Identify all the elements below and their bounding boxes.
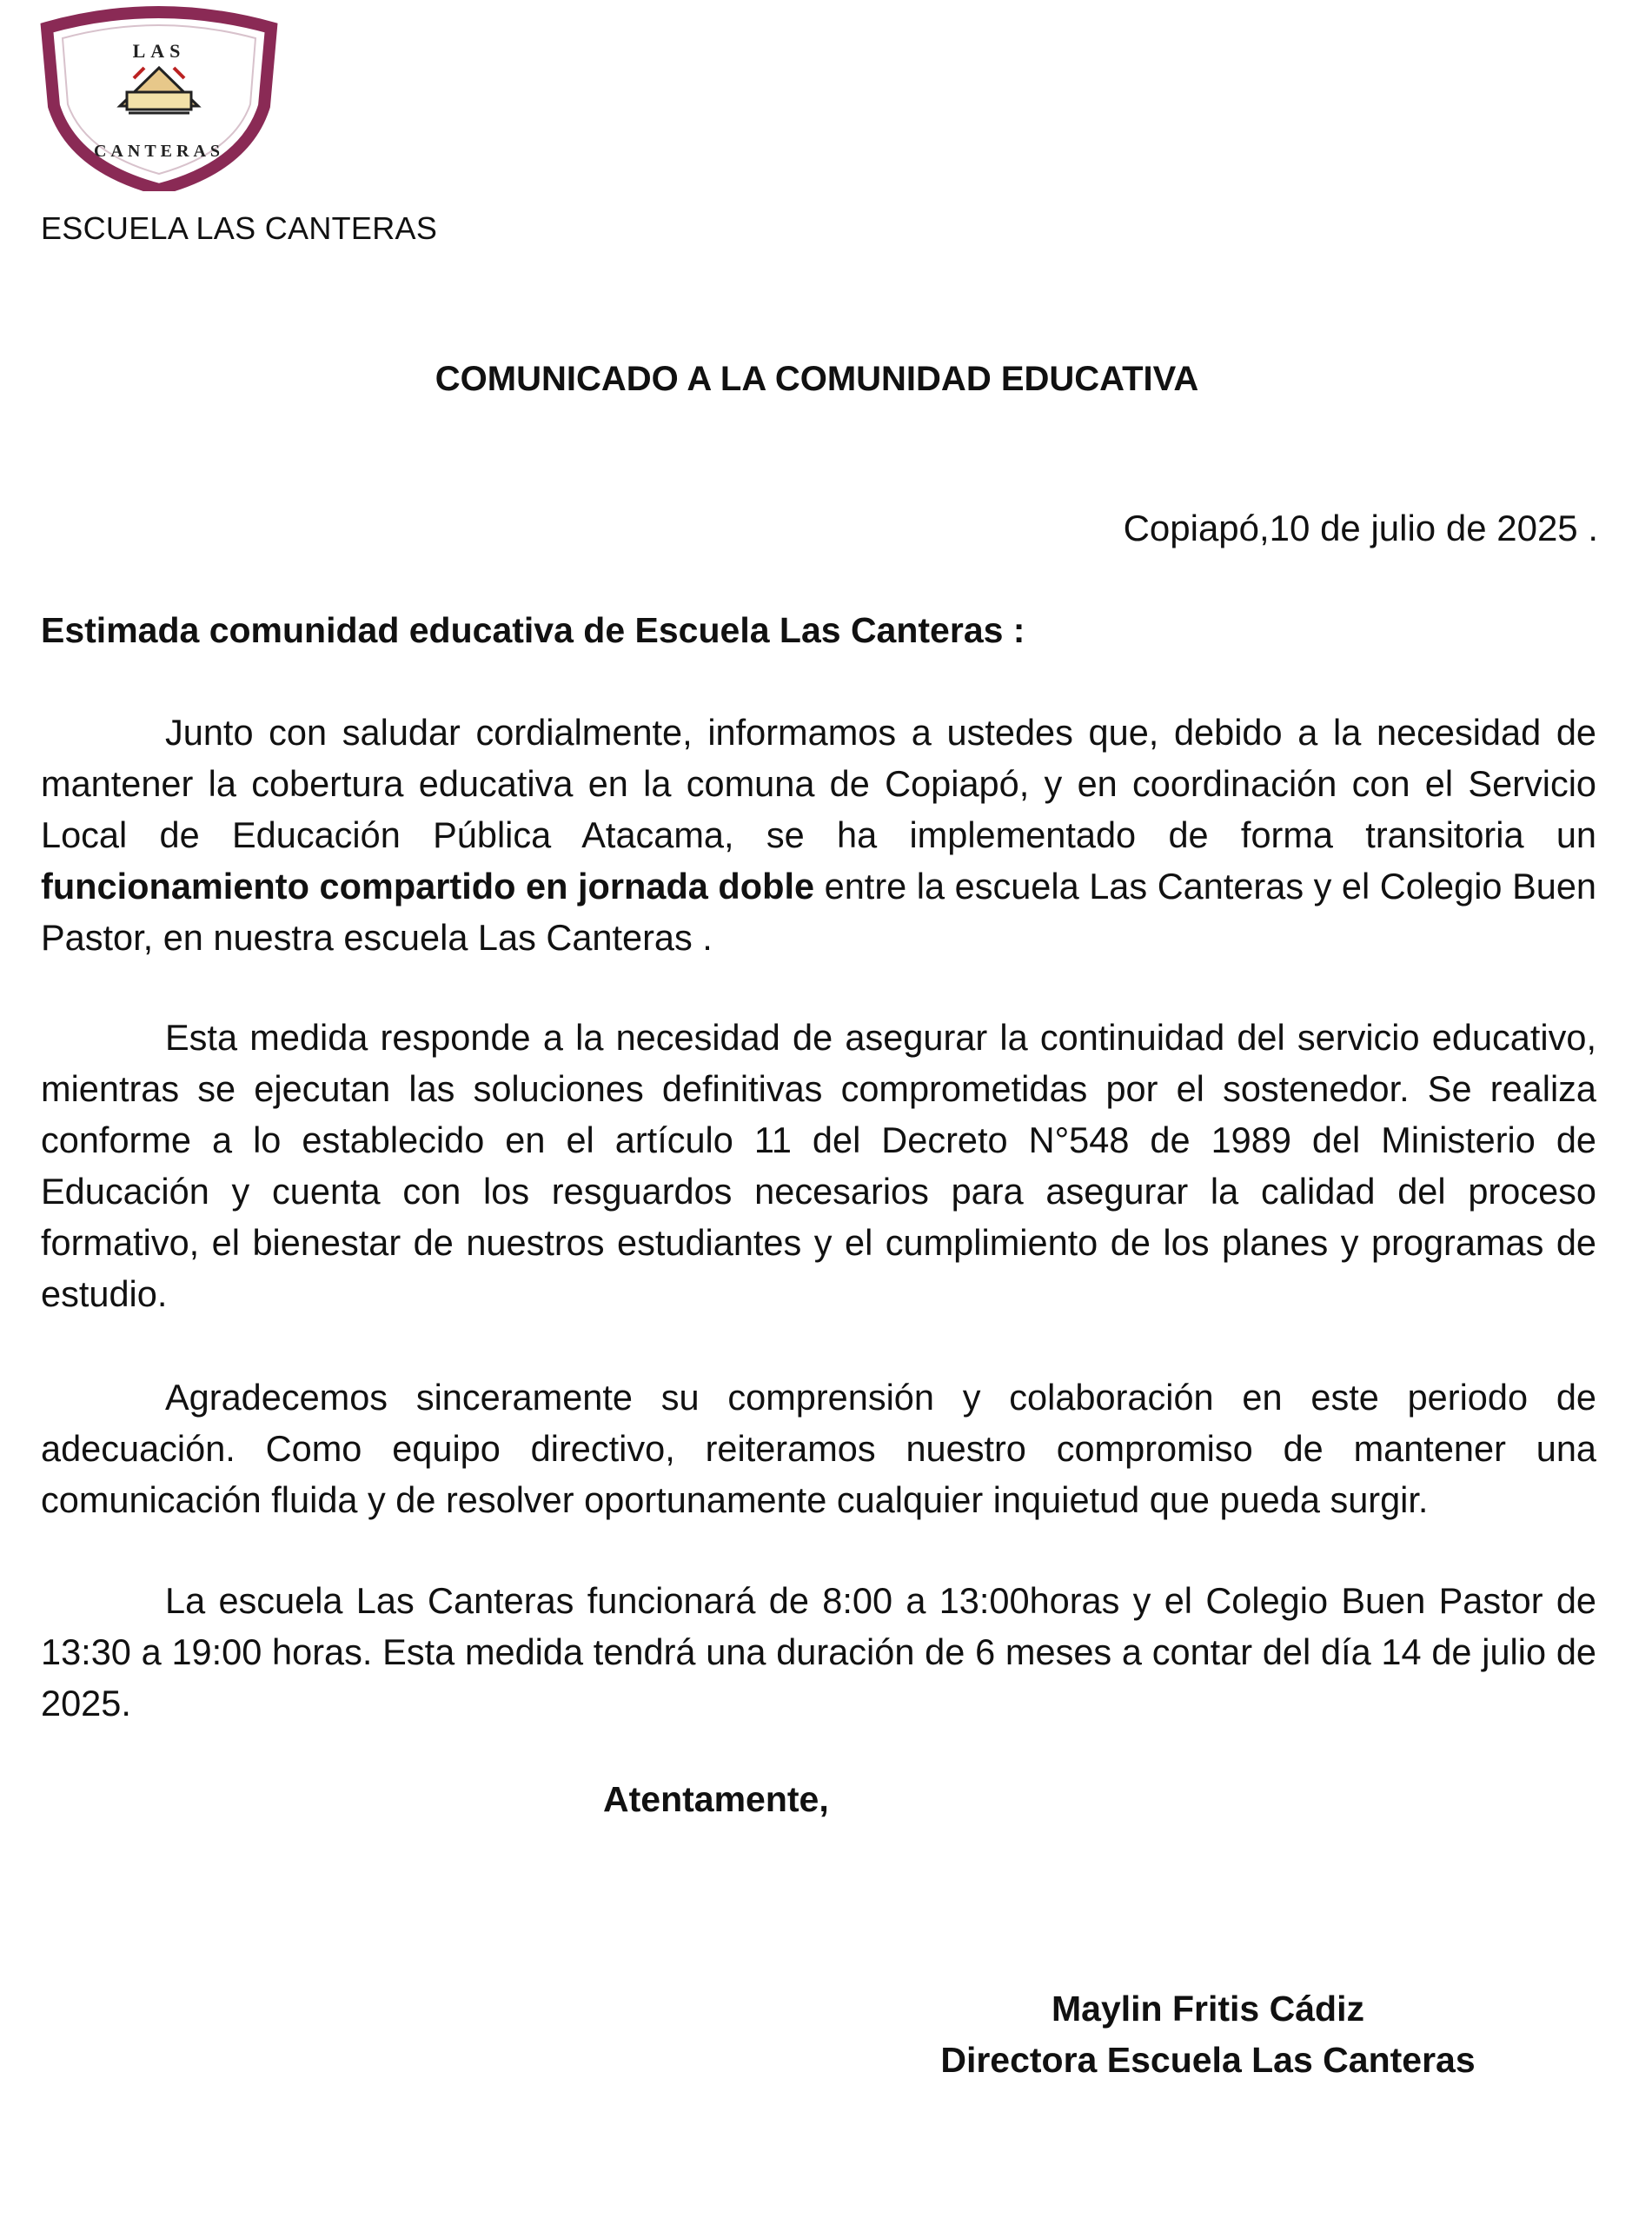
paragraph-1-text: Junto con saludar cordialmente, informamos a ustedes que, debido a la necesidad de mantener la cobertura educativa en la comuna de Copiapó, y en coordinación con el Servicio Local de Educación Pública Atacama, se ha implementado de forma transitoria un [41, 712, 1596, 855]
signatory-name: Maylin Fritis Cádiz [1052, 1989, 1364, 2029]
paragraph-2-text: Esta medida responde a la necesidad de asegurar la continuidad del servicio educativo, mientras se ejecutan las soluciones definitivas comprometidas por el sostenedor. Se realiza conforme a lo establecido en el artículo 11 del Decreto N°548 de 1989 del Ministerio de Educación y cuenta con los resguardos necesarios para asegurar la calidad del proceso formativo, el bienestar de nuestros estudiantes y el cumplimiento de los planes y programas de estudio. [41, 1017, 1596, 1314]
signatory-role: Directora Escuela Las Canteras [940, 2040, 1476, 2080]
salutation: Estimada comunidad educativa de Escuela Las Canteras : [41, 610, 1025, 650]
document-date: Copiapó,10 de julio de 2025 . [1123, 508, 1598, 548]
body-paragraph-3 [41, 1372, 1596, 1525]
logo-text-top: LAS [132, 40, 186, 62]
body-paragraph-1 [41, 707, 1596, 963]
document-title: COMUNICADO A LA COMUNIDAD EDUCATIVA [435, 360, 1199, 398]
body-paragraph-2 [41, 1012, 1596, 1319]
closing: Atentamente, [603, 1779, 829, 1819]
school-logo [36, 3, 282, 191]
body-paragraph-4 [41, 1575, 1596, 1729]
paragraph-1-text-end: entre la escuela Las Canteras y el Colegio Buen Pastor, en nuestra escuela Las Canteras . [41, 866, 1596, 958]
signature-block [817, 1983, 1599, 2086]
logo-text-bottom: CANTERAS [93, 142, 225, 161]
paragraph-4-text: La escuela Las Canteras funcionará de 8:00 a 13:00horas y el Colegio Buen Pastor de 13:30 a 19:00 horas. Esta medida tendrá una duración de 6 meses a contar del día 14 de julio de 2025. [41, 1580, 1596, 1724]
paragraph-3-text: Agradecemos sinceramente su comprensión y colaboración en este periodo de adecuación. Como equipo directivo, reiteramos nuestro compromiso de mantener una comunicación fluida y de resolver oportunamente cualquier inquietud que pueda surgir. [41, 1377, 1596, 1520]
school-name: ESCUELA LAS CANTERAS [41, 210, 438, 246]
school-crest-icon [36, 3, 282, 191]
paragraph-1-highlight: funcionamiento compartido en jornada doble [41, 866, 815, 907]
